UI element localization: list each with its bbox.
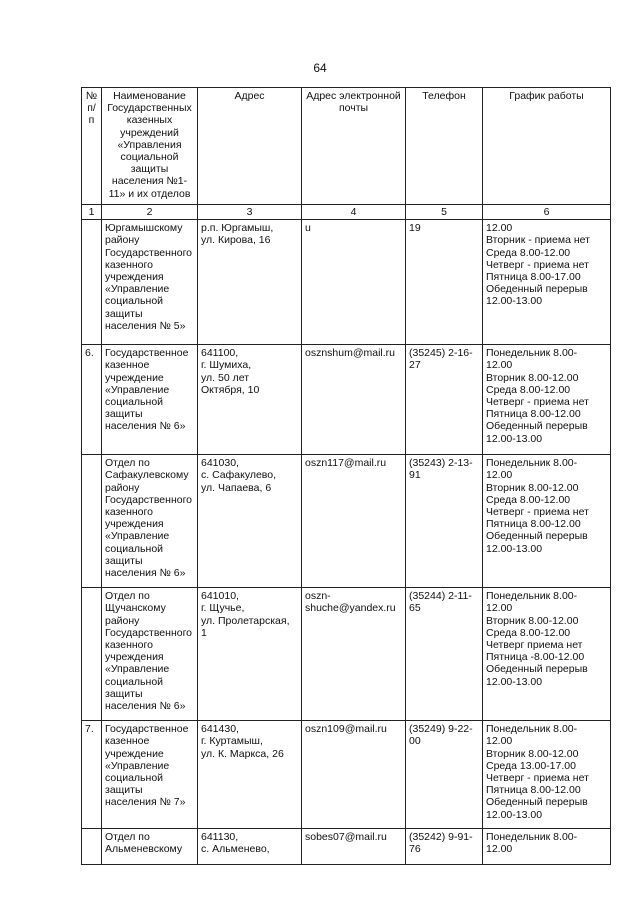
column-number: 5 [406,205,483,220]
institutions-table [81,87,611,865]
row-number [82,829,102,865]
table-row [82,220,611,345]
institution-address: 641100, г. Шумиха, ул. 50 лет Октября, 10 [198,345,302,455]
institution-email: osznshum@mail.ru [302,345,406,455]
column-number: 6 [483,205,611,220]
header-name: Наименование Государственных казенных учреждений «Управления социальной защиты населения №1- 11» и их отделов [102,88,198,205]
header-address: Адрес [198,88,302,205]
institution-phone: (35249) 9-22- 00 [406,721,483,829]
institution-schedule: Понедельник 8.00- 12.00 Вторник 8.00-12.00 Среда 8.00-12.00 Четверг приема нет Пятница -8.00-12.00 Обеденный перерыв 12.00-13.00 [483,588,611,721]
institution-name: Отдел по Щучанскому району Государственного казенного учреждения «Управление социальной защиты населения № 6» [102,588,198,721]
column-number: 3 [198,205,302,220]
institution-email: oszn117@mail.ru [302,455,406,588]
institution-email: oszn- shuche@yandex.ru [302,588,406,721]
table-row [82,345,611,455]
table-row [82,455,611,588]
row-number: 7. [82,721,102,829]
institution-phone: (35245) 2-16- 27 [406,345,483,455]
institution-name: Государственное казенное учреждение «Управление социальной защиты населения № 7» [102,721,198,829]
table-row [82,588,611,721]
row-number [82,588,102,721]
column-number: 2 [102,205,198,220]
institution-address: 641010, г. Щучье, ул. Пролетарская, 1 [198,588,302,721]
institution-name: Государственное казенное учреждение «Управление социальной защиты населения № 6» [102,345,198,455]
header-phone: Телефон [406,88,483,205]
header-number: № п/п [82,88,102,205]
row-number [82,220,102,345]
institution-email: oszn109@mail.ru [302,721,406,829]
institution-schedule: 12.00 Вторник - приема нет Среда 8.00-12.00 Четверг - приема нет Пятница 8.00-17.00 Обеденный перерыв 12.00-13.00 [483,220,611,345]
institution-phone: (35244) 2-11- 65 [406,588,483,721]
header-email: Адрес электронной почты [302,88,406,205]
header-schedule: График работы [483,88,611,205]
institution-name: Отдел по Сафакулевскому району Государственного казенного учреждения «Управление социальной защиты населения № 6» [102,455,198,588]
institution-email: u [302,220,406,345]
table-row [82,721,611,829]
table-header-row [82,88,611,205]
column-number: 1 [82,205,102,220]
institution-name: Юргамышскому району Государственного казенного учреждения «Управление социальной защиты населения № 5» [102,220,198,345]
column-number-row [82,205,611,220]
institution-name: Отдел по Альменевскому [102,829,198,865]
institution-schedule: Понедельник 8.00- 12.00 Вторник 8.00-12.00 Среда 8.00-12.00 Четверг - приема нет Пятница 8.00-12.00 Обеденный перерыв 12.00-13.00 [483,455,611,588]
institution-schedule: Понедельник 8.00- 12.00 Вторник 8.00-12.00 Среда 13.00-17.00 Четверг - приема нет Пятница 8.00-12.00 Обеденный перерыв 12.00-13.00 [483,721,611,829]
institution-schedule: Понедельник 8.00- 12.00 [483,829,611,865]
institution-phone: (35243) 2-13- 91 [406,455,483,588]
table-row [82,829,611,865]
institution-phone: (35242) 9-91- 76 [406,829,483,865]
row-number: 6. [82,345,102,455]
institution-schedule: Понедельник 8.00- 12.00 Вторник 8.00-12.00 Среда 8.00-12.00 Четверг - приема нет Пятница 8.00-12.00 Обеденный перерыв 12.00-13.00 [483,345,611,455]
column-number: 4 [302,205,406,220]
institution-email: sobes07@mail.ru [302,829,406,865]
row-number [82,455,102,588]
institution-address: 641430, г. Куртамыш, ул. К. Маркса, 26 [198,721,302,829]
institution-address: р.п. Юргамыш, ул. Кирова, 16 [198,220,302,345]
institution-address: 641130, с. Альменево, [198,829,302,865]
institution-phone: 19 [406,220,483,345]
institution-address: 641030, с. Сафакулево, ул. Чапаева, 6 [198,455,302,588]
page-number: 64 [313,61,327,75]
